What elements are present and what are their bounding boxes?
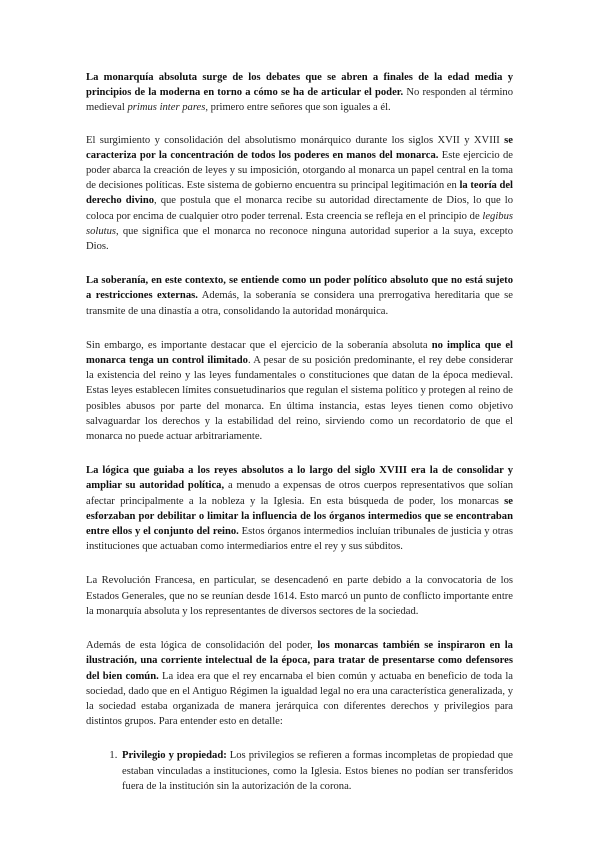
paragraph xyxy=(86,573,513,619)
paragraph xyxy=(86,338,513,444)
text-run: Además de esta lógica de consolidación del poder, xyxy=(86,640,318,652)
bold-text: la teoría del derecho divino xyxy=(86,180,513,207)
text-run: No responden al término medieval xyxy=(86,87,513,114)
text-run: La Revolución Francesa, en particular, se desencadenó en parte debido a la convocatoria de los Estados Generales, que no se reunían desde 1614. Esto marcó un punto de conflicto importante entre la monarquía absoluta y los representantes de diversos sectores de la sociedad. xyxy=(86,575,513,617)
bold-text: La soberanía, en este contexto, se entiende como un poder político absoluto que no está sujeto a restricciones externas. xyxy=(86,275,513,302)
text-run: Los privilegios se refieren a formas incompletas de propiedad que estaban vinculadas a instituciones, como la Iglesia. Estos bienes no podían ser transferidos fuera de la institución sin la autorización de la corona. xyxy=(122,750,513,792)
bold-text: La monarquía absoluta surge de los debates que se abren a finales de la edad media y principios de la moderna en torno a cómo se ha de articular el poder. xyxy=(86,72,513,99)
italic-text: legibus solutus xyxy=(86,210,513,237)
text-run: Además, la soberanía se considera una prerrogativa hereditaria que se transmite de una dinastía a otra, consolidando la autoridad monárquica. xyxy=(86,290,513,317)
text-run: , que postula que el monarca recibe su autoridad directamente de Dios, lo que lo coloca por encima de cualquier otro poder terrenal. Esta creencia se refleja en el principio de xyxy=(86,195,513,222)
bold-text: no implica que el monarca tenga un control ilimitado xyxy=(86,339,513,367)
bold-text: La lógica que guiaba a los reyes absolutos a lo largo del siglo XVIII era la de consolidar y ampliar su autoridad política, xyxy=(86,465,513,492)
text-run: Este ejercicio de poder abarca la creación de leyes y su imposición, otorgando al monarca un papel central en la toma de decisiones políticas. Este sistema de gobierno encuentra su principal legitimación en xyxy=(86,149,513,192)
bold-text: Privilegio y propiedad: xyxy=(122,750,227,762)
text-run: Estos órganos intermedios incluían tribunales de justicia y otras instituciones que actuaban como intermediarios entre el rey y sus súbditos. xyxy=(86,526,514,553)
text-run: , que significa que el monarca no reconoce ninguna autoridad superior a la suya, excepto Dios. xyxy=(86,225,513,253)
text-run: Sin embargo, es importante destacar que el ejercicio de la soberanía absoluta xyxy=(86,339,432,351)
list-item xyxy=(120,748,513,794)
text-run: , primero entre señores que son iguales a él. xyxy=(205,102,391,114)
numbered-list xyxy=(86,748,513,794)
paragraph xyxy=(86,273,513,319)
text-run: El surgimiento y consolidación del absolutismo monárquico durante los siglos XVII y XVIII xyxy=(86,134,505,146)
text-run: . A pesar de su posición predominante, el rey debe considerar la existencia del reino y las leyes fundamentales o constituciones que datan de la época medieval. Estas leyes establecen límites consuetudinarios que regulan el sistema político y protegen al reino de posibles abusos por parte del monarca. En última instancia, estas leyes tienen como objetivo salvaguardar los derechos y la estabilidad del reino, sirviendo como un recordatorio de que el monarca no puede actuar arbitrariamente. xyxy=(86,355,513,443)
paragraph xyxy=(86,638,513,729)
bold-text: los monarcas también se inspiraron en la ilustración, una corriente intelectual de la época, para tratar de presentarse como defensores del bien común. xyxy=(86,640,513,682)
bold-text: se esforzaban por debilitar o limitar la influencia de los órganos intermedios que se encontraban entre ellos y el conjunto del reino. xyxy=(86,495,513,538)
bold-text: se caracteriza por la concentración de todos los poderes en manos del monarca. xyxy=(86,134,513,161)
text-run: a menudo a expensas de otros cuerpos representativos que solían afectar principalmente a la nobleza y la Iglesia. En esta búsqueda de poder, los monarcas xyxy=(86,480,513,507)
paragraph xyxy=(86,70,513,116)
text-run: La idea era que el rey encarnaba el bien común y actuaba en beneficio de toda la sociedad, dado que en el Antiguo Régimen la igualdad legal no era una característica generalizada, y la sociedad estaba organizada de manera jerárquica con diferentes derechos y privilegios para distintos grupos. Para entender esto en detalle: xyxy=(86,670,513,728)
paragraph xyxy=(86,463,513,554)
italic-text: primus inter pares xyxy=(127,102,206,114)
paragraph xyxy=(86,133,513,255)
document-body xyxy=(86,70,513,794)
